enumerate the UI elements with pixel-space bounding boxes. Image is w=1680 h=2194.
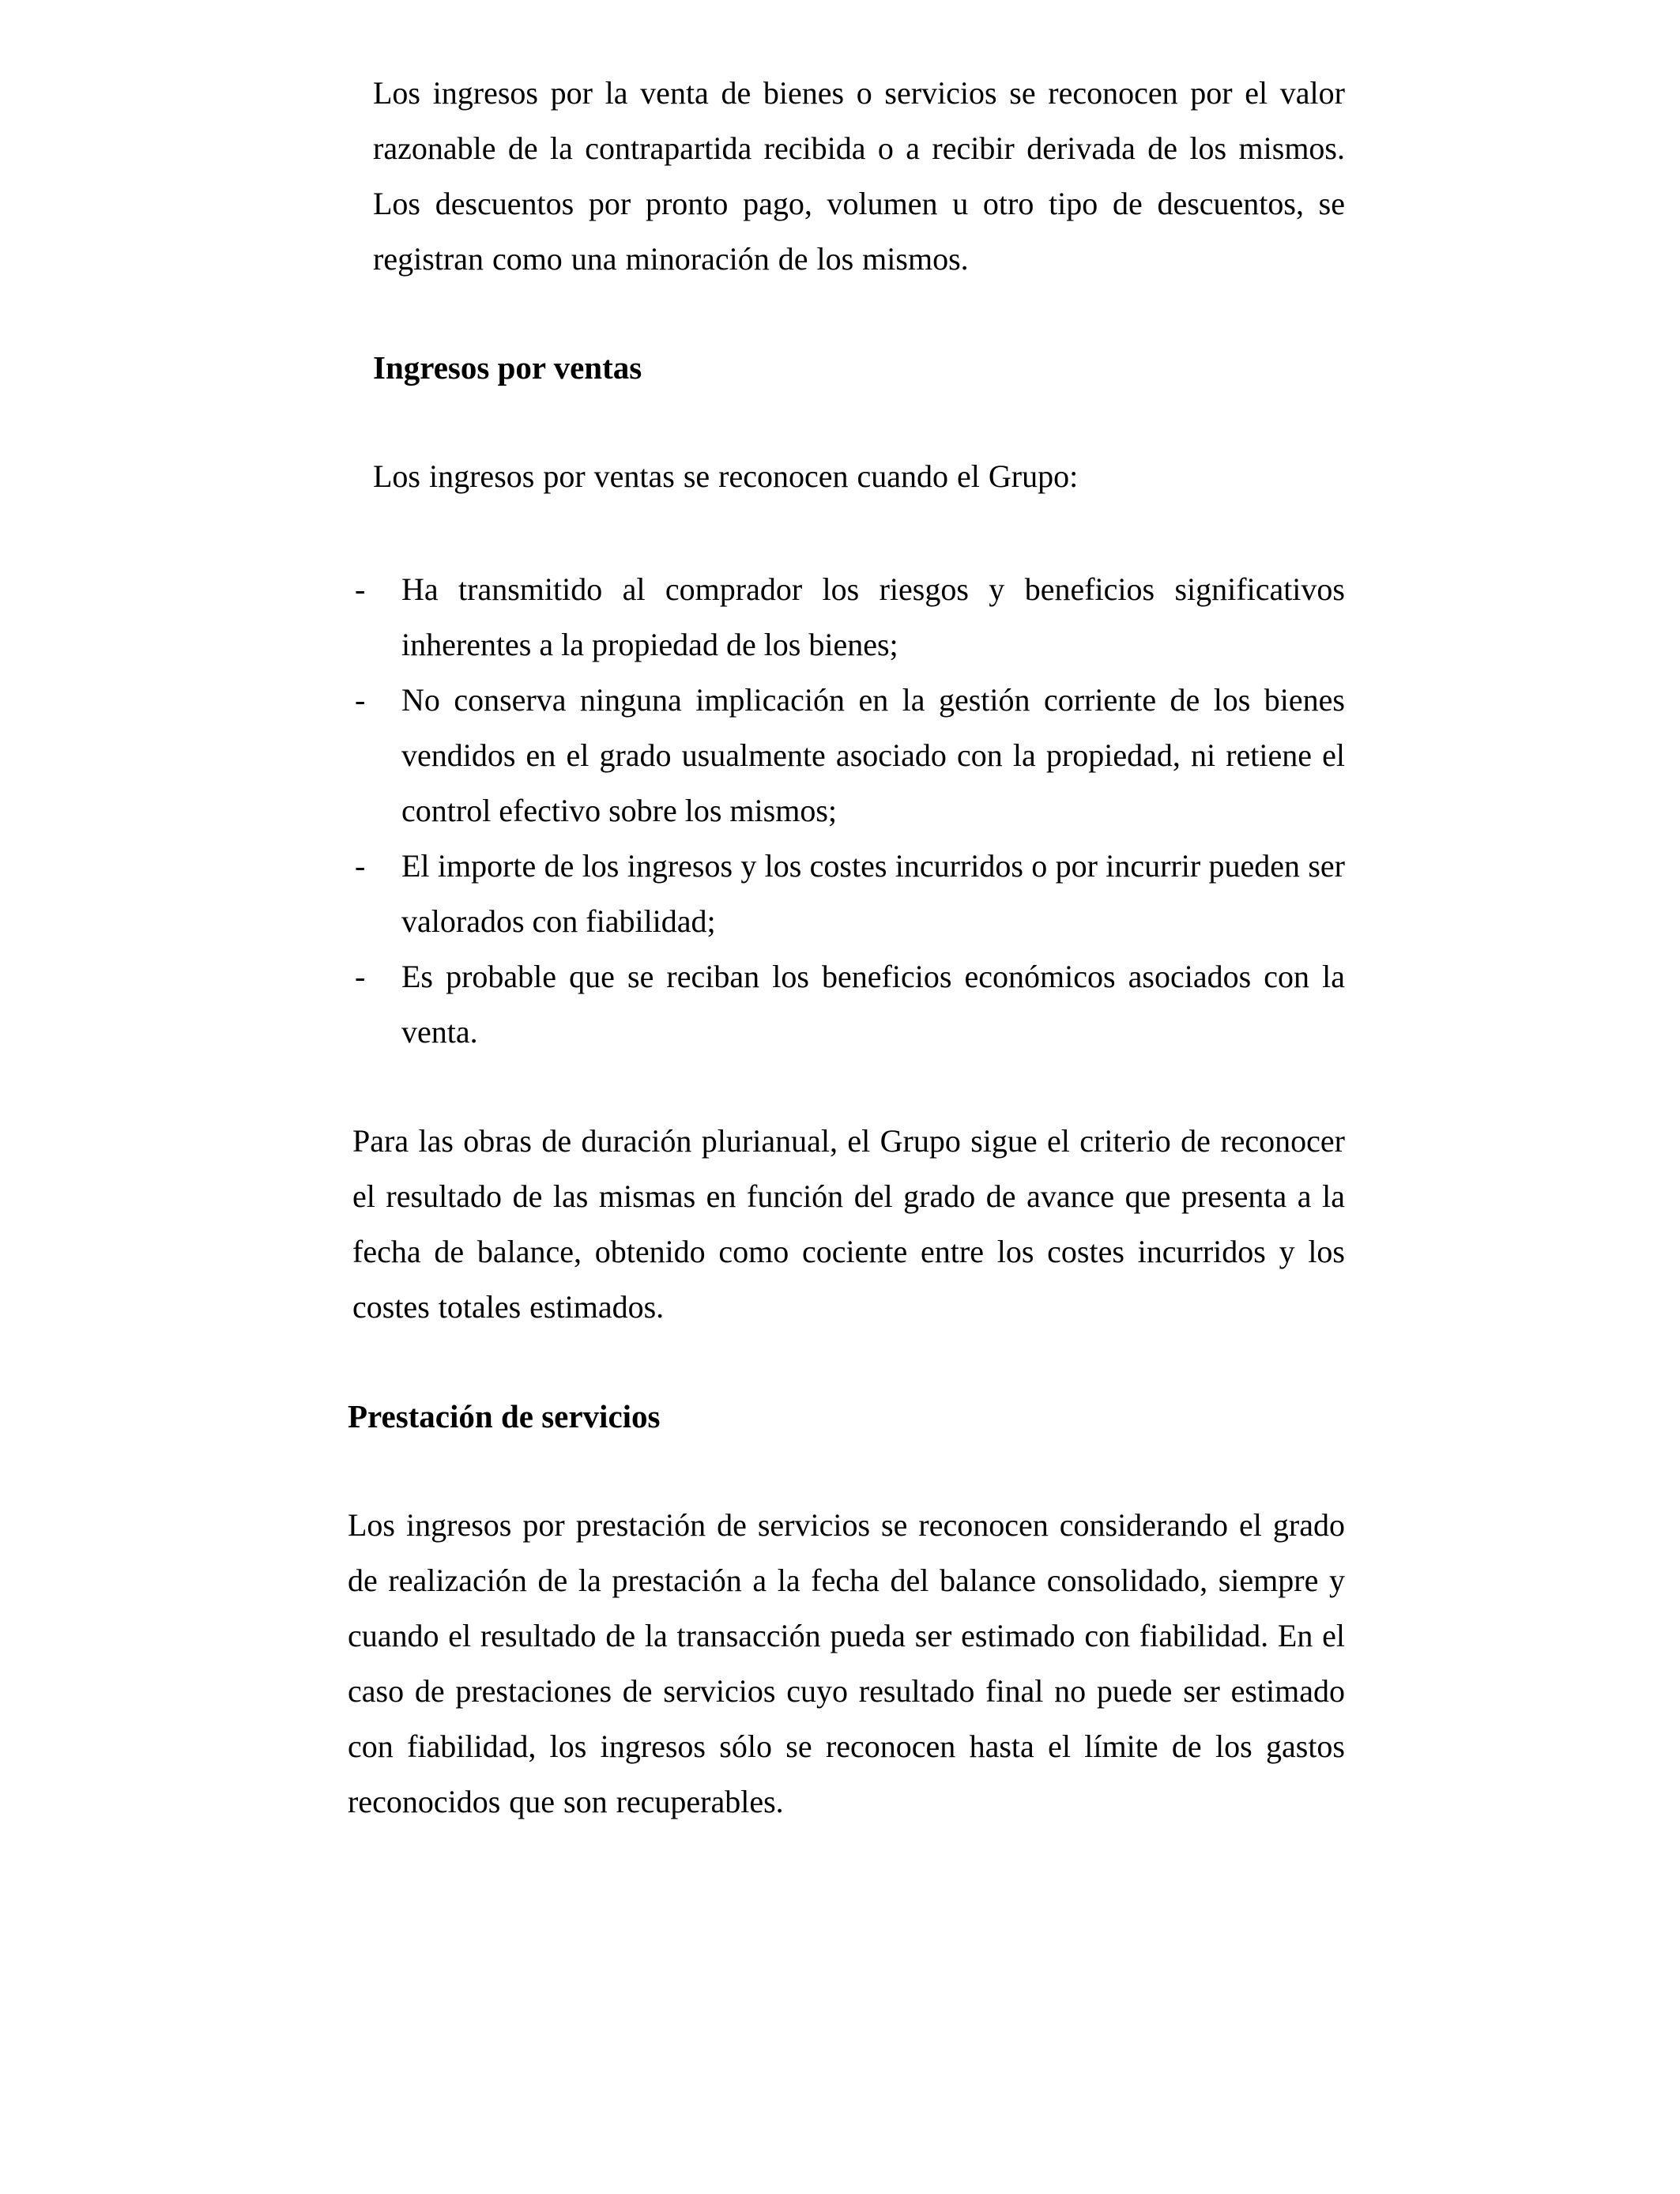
list-item xyxy=(348,839,1345,949)
sales-conditions-list xyxy=(348,562,1345,1060)
list-item-text: El importe de los ingresos y los costes incurridos o por incurrir pueden ser valorados con fiabilidad; xyxy=(401,848,1345,939)
sales-lead-text: Los ingresos por ventas se reconocen cuando el Grupo: xyxy=(373,458,1079,494)
dash-bullet-icon: - xyxy=(355,848,366,884)
dash-bullet-icon: - xyxy=(355,571,366,607)
list-item xyxy=(348,949,1345,1060)
dash-bullet-icon: - xyxy=(355,682,366,718)
services-heading: Prestación de servicios xyxy=(348,1398,661,1434)
list-item-text: Es probable que se reciban los beneficios económicos asociados con la venta. xyxy=(401,959,1345,1050)
multiyear-works-paragraph: Para las obras de duración plurianual, el Grupo sigue el criterio de reconocer el resultado de las mismas en función del grado de avance que presenta a la fecha de balance, obtenido como cociente entre los costes incurridos y los costes totales estimados. xyxy=(352,1123,1345,1325)
dash-bullet-icon: - xyxy=(355,959,366,994)
sales-heading: Ingresos por ventas xyxy=(373,349,642,386)
intro-paragraph: Los ingresos por la venta de bienes o servicios se reconocen por el valor razonable de la contrapartida recibida o a recibir derivada de los mismos. Los descuentos por pronto pago, volumen u otro tipo de descuentos, se registran como una minoración de los mismos. xyxy=(373,75,1345,277)
list-item xyxy=(348,673,1345,839)
services-paragraph: Los ingresos por prestación de servicios se reconocen considerando el grado de realización de la prestación a la fecha del balance consolidado, siempre y cuando el resultado de la transacción pueda ser estimado con fiabilidad. En el caso de prestaciones de servicios cuyo resultado final no puede ser estimado con fiabilidad, los ingresos sólo se reconocen hasta el límite de los gastos reconocidos que son recuperables. xyxy=(348,1507,1345,1819)
list-item xyxy=(348,562,1345,673)
list-item-text: No conserva ninguna implicación en la gestión corriente de los bienes vendidos en el grado usualmente asociado con la propiedad, ni retiene el control efectivo sobre los mismos; xyxy=(401,682,1345,828)
list-item-text: Ha transmitido al comprador los riesgos y beneficios significativos inherentes a la propiedad de los bienes; xyxy=(401,571,1345,662)
